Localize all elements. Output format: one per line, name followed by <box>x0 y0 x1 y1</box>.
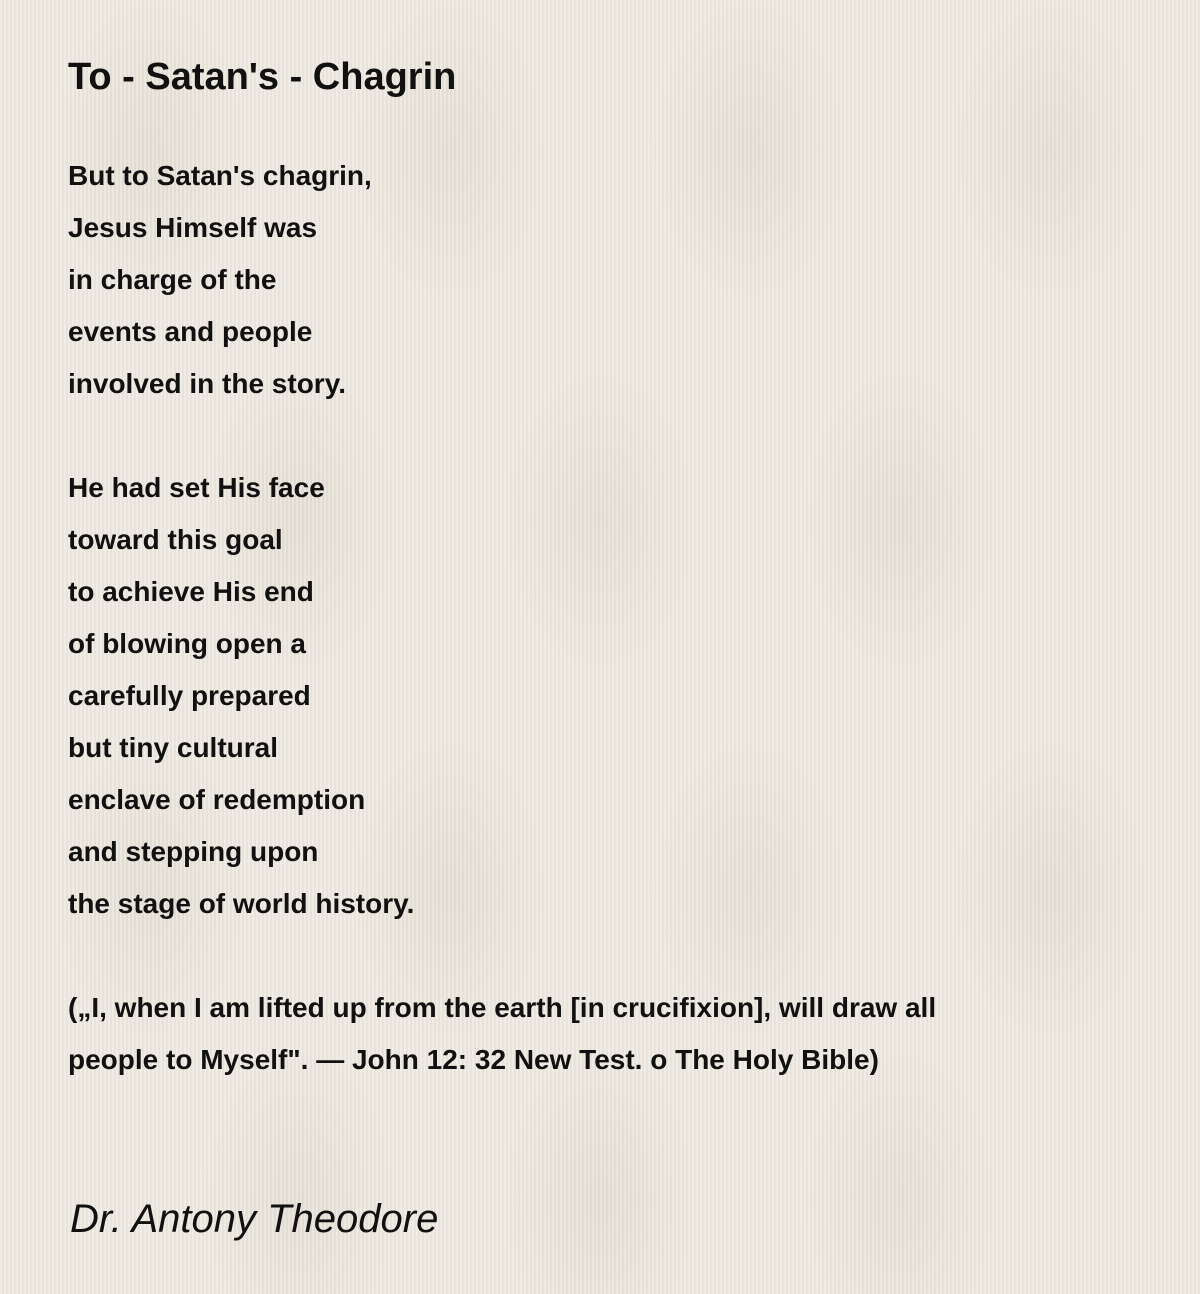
poem-line: to achieve His end <box>68 576 314 607</box>
poem-line: in charge of the <box>68 264 277 295</box>
poem-line: events and people <box>68 316 313 347</box>
poem-author: Dr. Antony Theodore <box>70 1197 439 1241</box>
poem-line: enclave of redemption <box>68 784 366 815</box>
poem-line: and stepping upon <box>68 836 319 867</box>
poem-line: the stage of world history. <box>68 888 415 919</box>
scripture-quote: („I, when I am lifted up from the earth [in crucifixion], will draw all people to Myself". — John 12: 32 New Test. o The Holy Bible) <box>68 992 937 1075</box>
stanza-2 <box>68 462 1068 930</box>
poem-line: Jesus Himself was <box>68 212 318 243</box>
stanza-1 <box>68 150 1068 410</box>
poem-line: But to Satan's chagrin, <box>68 160 372 191</box>
poem-line: involved in the story. <box>68 368 346 399</box>
poem-line: He had set His face <box>68 472 325 503</box>
poem-line: of blowing open a <box>68 628 306 659</box>
poem-line: carefully prepared <box>68 680 311 711</box>
poem-line: toward this goal <box>68 524 283 555</box>
poem-body <box>68 150 1068 1086</box>
poem-line: but tiny cultural <box>68 732 278 763</box>
poem-title: To - Satan's - Chagrin <box>68 56 457 98</box>
